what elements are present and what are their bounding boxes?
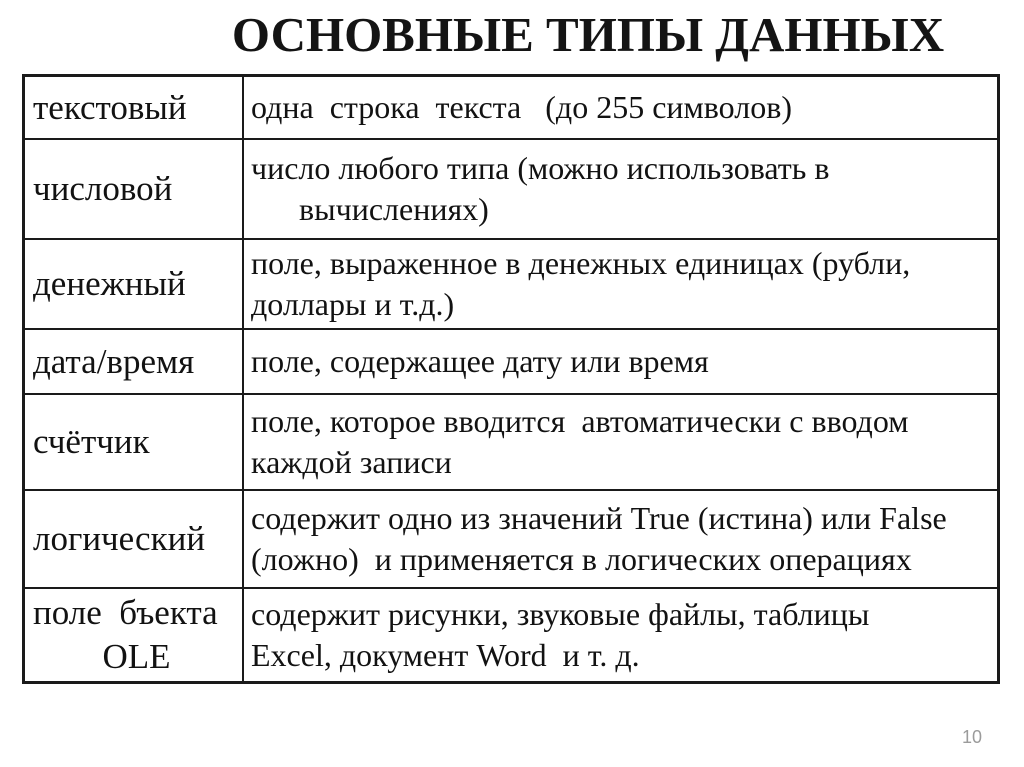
table-row bbox=[24, 490, 999, 588]
description-line: поле, которое вводится автоматически с вводом bbox=[251, 403, 909, 440]
description-line: число любого типа (можно использовать в bbox=[251, 150, 830, 187]
table-row bbox=[24, 239, 999, 329]
table-row bbox=[24, 139, 999, 239]
type-description-cell bbox=[243, 329, 999, 394]
description-line: каждой записи bbox=[251, 444, 452, 480]
description-line: одна строка текста (до 255 символов) bbox=[251, 89, 792, 126]
table-row bbox=[24, 329, 999, 394]
data-types-table bbox=[22, 74, 1000, 684]
description-line: содержит рисунки, звуковые файлы, таблицы bbox=[251, 595, 870, 632]
type-name: логический bbox=[33, 519, 206, 559]
type-description-cell bbox=[243, 490, 999, 588]
description-line: доллары и т.д.) bbox=[251, 286, 455, 322]
type-name: счётчик bbox=[33, 422, 150, 462]
table-row bbox=[24, 76, 999, 140]
title-container bbox=[152, 8, 1024, 62]
type-description-cell bbox=[243, 394, 999, 490]
type-name-cell bbox=[24, 139, 244, 239]
type-name-cell bbox=[24, 394, 244, 490]
type-name: числовой bbox=[33, 169, 173, 209]
description-line: содержит одно из значений True (истина) или False bbox=[251, 500, 947, 537]
type-name: денежный bbox=[33, 264, 186, 304]
description-line: (ложно) и применяется в логических операциях bbox=[251, 541, 912, 577]
type-name-cell bbox=[24, 239, 244, 329]
table-row bbox=[24, 588, 999, 682]
type-name-cell bbox=[24, 588, 244, 682]
description-line: поле, выраженное в денежных единицах (рубли, bbox=[251, 245, 911, 282]
type-name-cell bbox=[24, 329, 244, 394]
type-name-line2: OLE bbox=[102, 636, 171, 676]
description-line: Excel, документ Word и т. д. bbox=[251, 636, 640, 673]
description-line: вычислениях) bbox=[299, 191, 489, 227]
description-line: поле, содержащее дату или время bbox=[251, 343, 709, 380]
type-description-cell bbox=[243, 139, 999, 239]
type-description-cell bbox=[243, 239, 999, 329]
type-description-cell bbox=[243, 588, 999, 682]
type-description-cell bbox=[243, 76, 999, 140]
type-name-cell bbox=[24, 490, 244, 588]
type-name: текстовый bbox=[33, 87, 187, 127]
type-name: дата/время bbox=[33, 341, 195, 381]
slide-title: ОСНОВНЫЕ ТИПЫ ДАННЫХ bbox=[231, 7, 945, 62]
type-name-cell bbox=[24, 76, 244, 140]
page-number: 10 bbox=[961, 727, 982, 747]
type-name: поле бъекта bbox=[33, 593, 218, 632]
table-row bbox=[24, 394, 999, 490]
